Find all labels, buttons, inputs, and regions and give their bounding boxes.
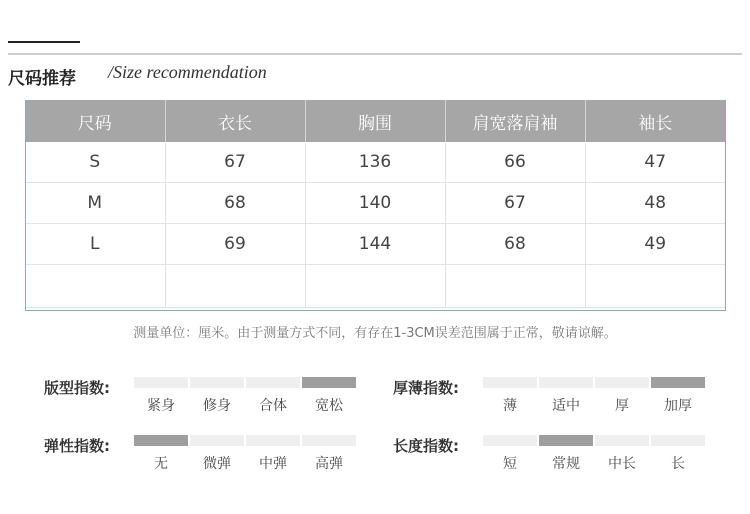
table-cell: L <box>25 224 165 265</box>
option-label: 中长 <box>608 456 636 472</box>
table-cell: 144 <box>305 224 445 265</box>
column-header-size: 尺码 <box>25 100 165 142</box>
scale-bar <box>134 377 188 388</box>
scale-bar <box>302 435 356 446</box>
stretch-option <box>190 435 244 473</box>
scale-bar <box>539 377 593 388</box>
fit-index-scale <box>134 377 356 415</box>
table-cell <box>25 265 165 308</box>
table-cell: S <box>25 142 165 183</box>
scale-bar <box>190 435 244 446</box>
stretch-index-scale <box>134 435 356 473</box>
table-cell: 68 <box>165 183 305 224</box>
section-title-cn: 尺码推荐 <box>8 69 76 89</box>
option-label: 高弹 <box>315 456 343 472</box>
stretch-option <box>134 435 188 473</box>
table-row <box>25 183 725 224</box>
column-header-shoulder: 肩宽落肩袖 <box>445 100 585 142</box>
option-label: 加厚 <box>664 398 692 414</box>
thickness-option <box>595 377 649 415</box>
option-label: 短 <box>503 456 517 472</box>
fit-option <box>246 377 300 415</box>
table-cell: 136 <box>305 142 445 183</box>
fit-option <box>302 377 356 415</box>
section-title-en: /Size recommendation <box>108 62 267 82</box>
stretch-option <box>302 435 356 473</box>
thickness-option <box>483 377 537 415</box>
scale-bar <box>539 435 593 446</box>
table-cell: 68 <box>445 224 585 265</box>
stretch-index-label: 弹性指数: <box>44 437 110 455</box>
table-cell <box>445 265 585 308</box>
header-divider <box>8 53 742 55</box>
scale-bar <box>483 377 537 388</box>
thickness-index-label: 厚薄指数: <box>393 379 459 397</box>
option-label: 厚 <box>615 398 629 414</box>
column-header-chest: 胸围 <box>305 100 445 142</box>
stretch-option <box>246 435 300 473</box>
header-accent-rule <box>8 41 80 43</box>
scale-bar <box>651 435 705 446</box>
table-cell: 48 <box>585 183 725 224</box>
length-option <box>651 435 705 473</box>
length-option <box>539 435 593 473</box>
scale-bar <box>651 377 705 388</box>
scale-bar <box>595 435 649 446</box>
scale-bar <box>302 377 356 388</box>
option-label: 修身 <box>203 398 231 414</box>
fit-option <box>190 377 244 415</box>
table-row <box>25 142 725 183</box>
length-option <box>595 435 649 473</box>
option-label: 中弹 <box>259 456 287 472</box>
size-table <box>25 100 725 308</box>
column-header-length: 衣长 <box>165 100 305 142</box>
option-label: 薄 <box>503 398 517 414</box>
option-label: 合体 <box>259 398 287 414</box>
thickness-index-scale <box>483 377 705 415</box>
length-index-label: 长度指数: <box>393 437 459 455</box>
scale-bar <box>190 377 244 388</box>
measurement-note: 测量单位：厘米。由于测量方式不同，有存在1-3CM误差范围属于正常，敬请谅解。 <box>133 326 617 341</box>
option-label: 常规 <box>552 456 580 472</box>
scale-bar <box>483 435 537 446</box>
option-label: 宽松 <box>315 398 343 414</box>
table-cell <box>585 265 725 308</box>
scale-bar <box>246 435 300 446</box>
fit-index-label: 版型指数: <box>44 379 110 397</box>
table-cell: 140 <box>305 183 445 224</box>
column-header-sleeve: 袖长 <box>585 100 725 142</box>
scale-bar <box>246 377 300 388</box>
option-label: 长 <box>671 456 685 472</box>
option-label: 微弹 <box>203 456 231 472</box>
table-cell: 49 <box>585 224 725 265</box>
table-cell: 66 <box>445 142 585 183</box>
thickness-option <box>539 377 593 415</box>
table-cell: M <box>25 183 165 224</box>
option-label: 紧身 <box>147 398 175 414</box>
option-label: 适中 <box>552 398 580 414</box>
table-cell <box>165 265 305 308</box>
length-index-scale <box>483 435 705 473</box>
table-cell <box>305 265 445 308</box>
scale-bar <box>134 435 188 446</box>
table-cell: 69 <box>165 224 305 265</box>
scale-bar <box>595 377 649 388</box>
table-row <box>25 224 725 265</box>
table-cell: 67 <box>165 142 305 183</box>
table-row <box>25 265 725 308</box>
table-cell: 67 <box>445 183 585 224</box>
option-label: 无 <box>154 456 168 472</box>
fit-option <box>134 377 188 415</box>
length-option <box>483 435 537 473</box>
thickness-option <box>651 377 705 415</box>
table-cell: 47 <box>585 142 725 183</box>
table-header-row <box>25 100 725 142</box>
